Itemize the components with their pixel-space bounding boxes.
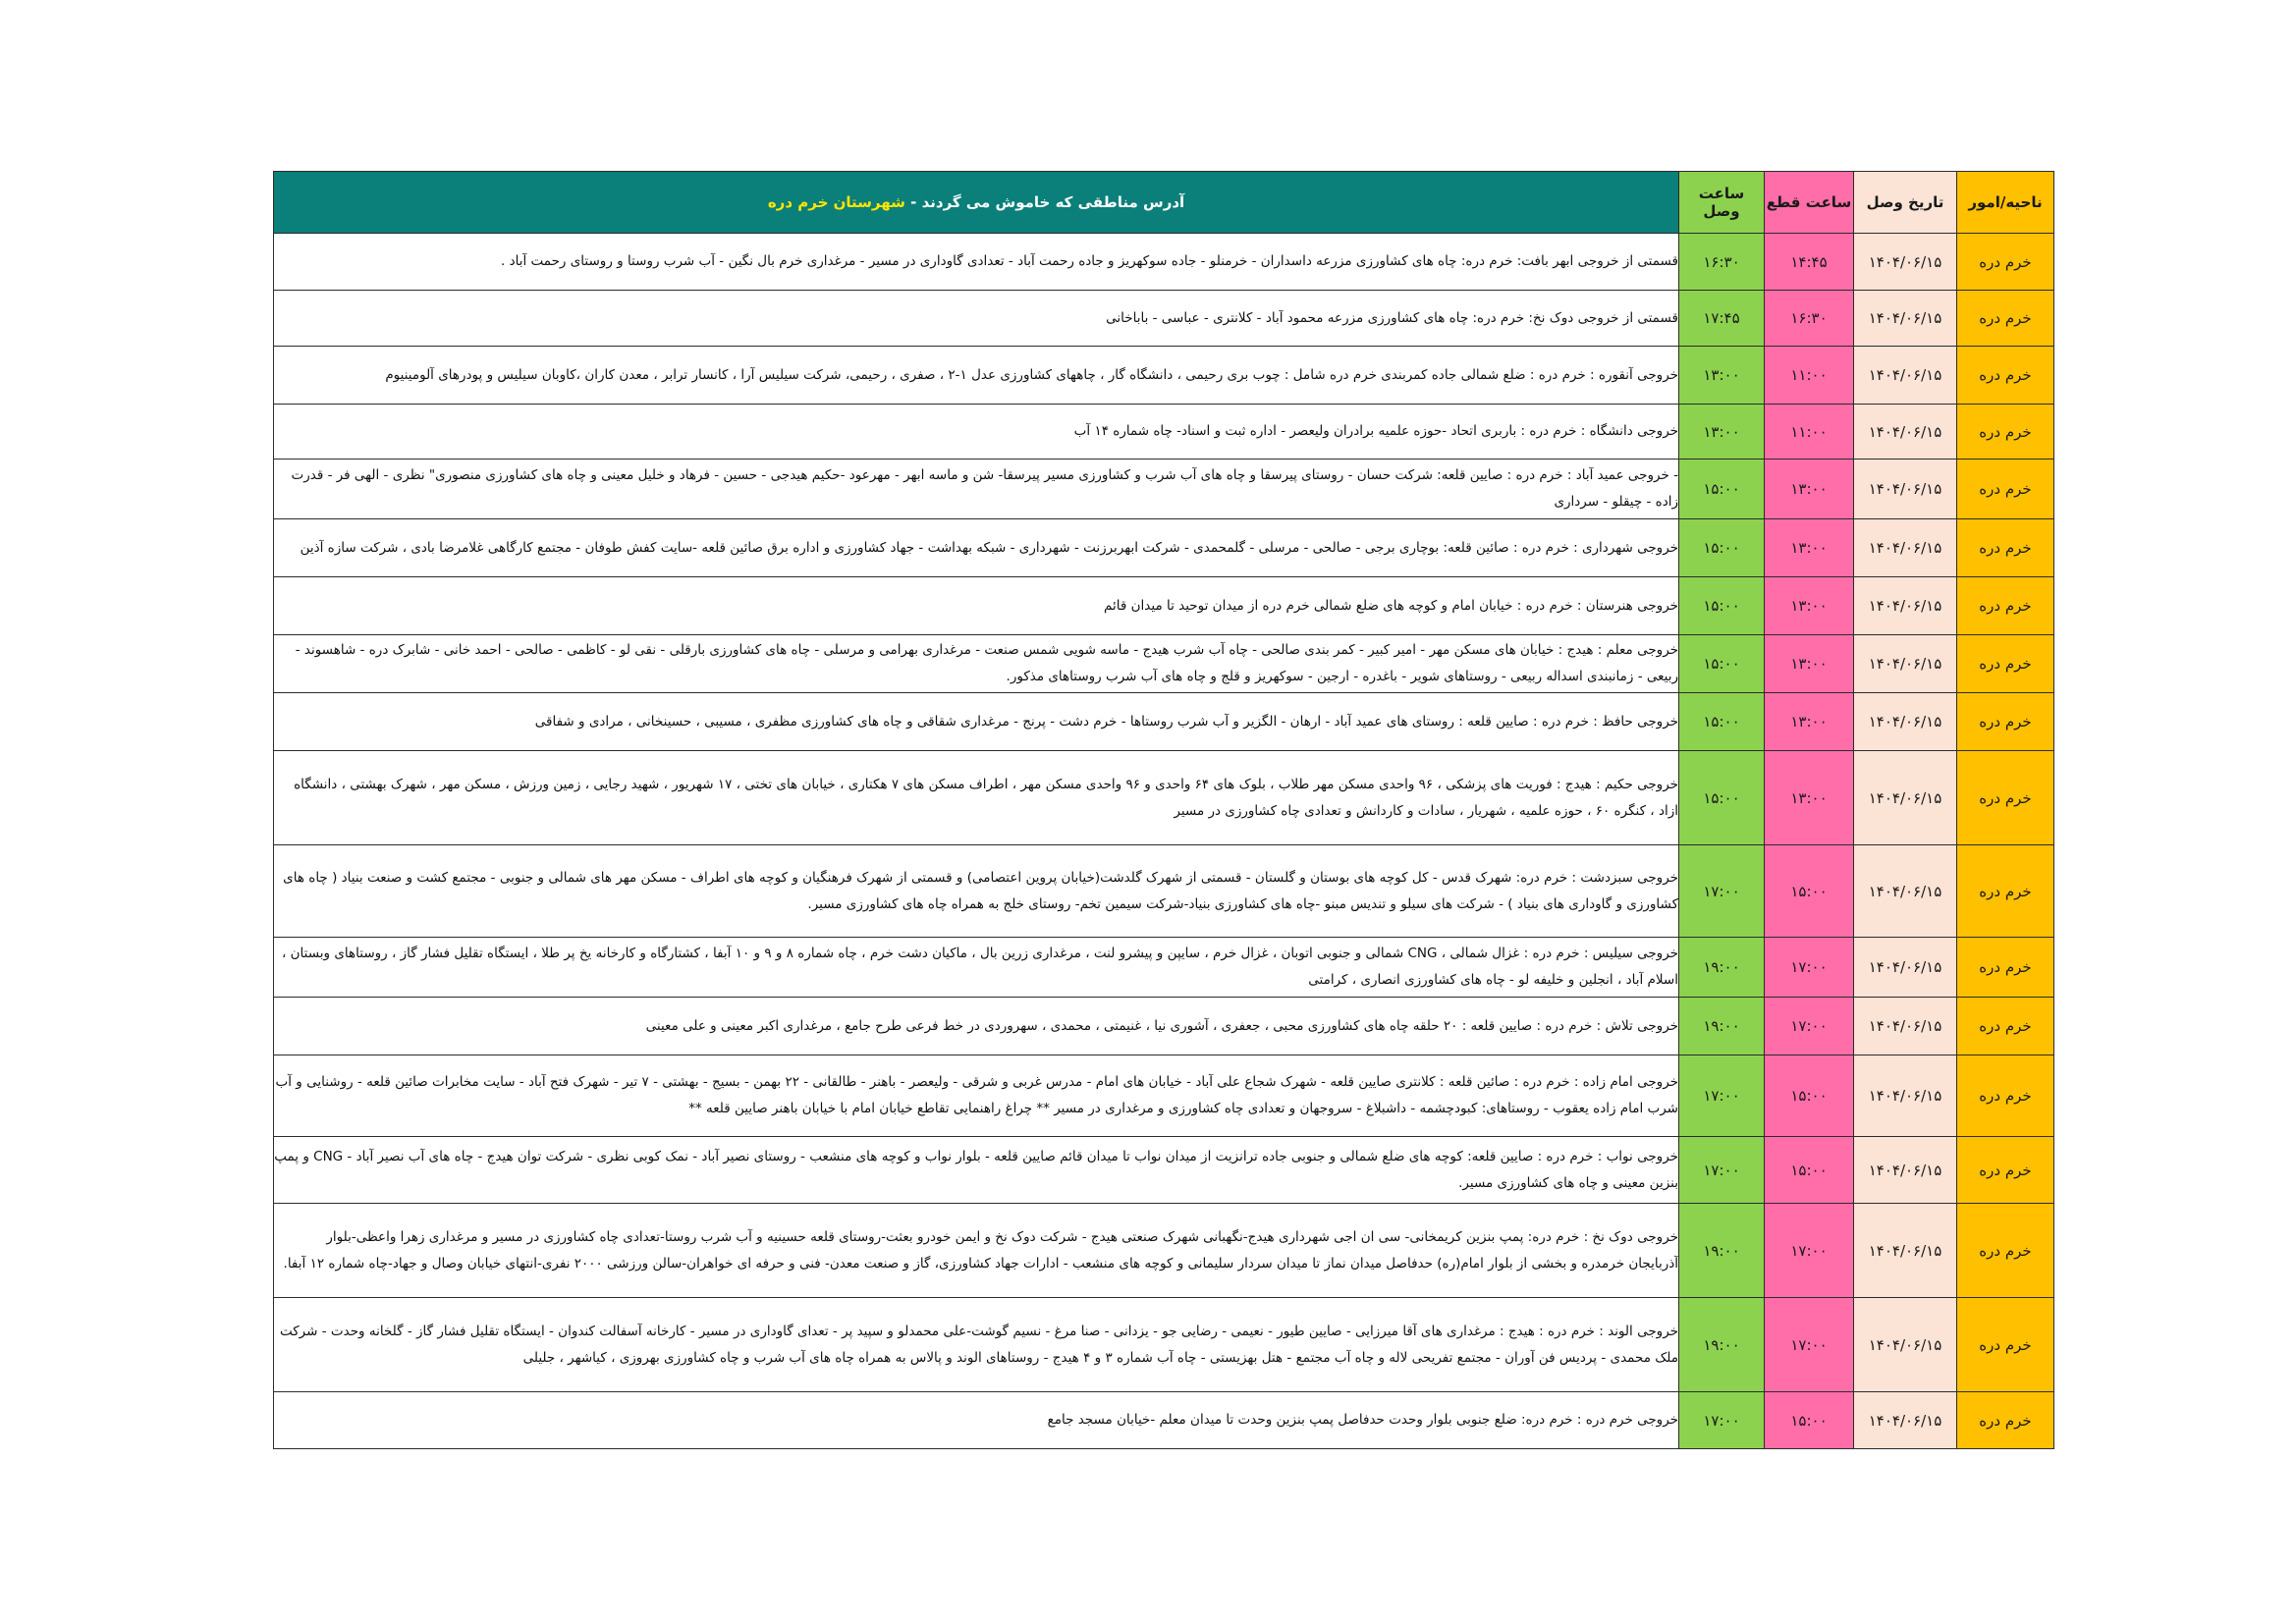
date-cell: ۱۴۰۴/۰۶/۱۵ (1854, 1392, 1957, 1449)
cut-time-cell: ۱۵:۰۰ (1765, 1055, 1854, 1137)
address-cell: خروجی تلاش : خرم دره : صایین قلعه : ۲۰ حلقه چاه های کشاورزی محبی ، جعفری ، آشوری نیا ، غنیمتی ، محمدی ، سهروردی در خط فرعی طرح جامع ، مرغداری اکبر معینی و علی معینی (274, 998, 1679, 1055)
cut-time-cell: ۱۶:۳۰ (1765, 291, 1854, 347)
cut-time-cell: ۱۳:۰۰ (1765, 519, 1854, 577)
cut-time-cell: ۱۷:۰۰ (1765, 1298, 1854, 1392)
date-cell: ۱۴۰۴/۰۶/۱۵ (1854, 635, 1957, 693)
area-cell: خرم دره (1957, 234, 2054, 291)
title-main: آدرس مناطقی که خاموش می گردند - (910, 193, 1185, 211)
cut-time-cell: ۱۳:۰۰ (1765, 693, 1854, 751)
connect-time-cell: ۱۵:۰۰ (1679, 519, 1765, 577)
cut-time-cell: ۱۳:۰۰ (1765, 460, 1854, 519)
connect-time-cell: ۱۹:۰۰ (1679, 938, 1765, 998)
area-cell: خرم دره (1957, 635, 2054, 693)
area-cell: خرم دره (1957, 845, 2054, 938)
connect-time-cell: ۱۹:۰۰ (1679, 998, 1765, 1055)
table-row (274, 635, 2054, 693)
header-area: ناحیه/امور (1957, 172, 2054, 234)
date-cell: ۱۴۰۴/۰۶/۱۵ (1854, 234, 1957, 291)
address-cell: خروجی شهرداری : خرم دره : صائین قلعه: بوچاری برجی - صالحی - مرسلی - گلمحمدی - شرکت ابهربرزنت - شهرداری - شبکه بهداشت - جهاد کشاورزی و اداره برق صائین قلعه -سایت کفش طوفان - مجتمع کارگاهی غلامرضا بادی ، شرکت سازه آذین (274, 519, 1679, 577)
area-cell: خرم دره (1957, 751, 2054, 845)
table-row (274, 291, 2054, 347)
title-accent: شهرستان خرم دره (767, 193, 911, 211)
connect-time-cell: ۱۵:۰۰ (1679, 751, 1765, 845)
table-row (274, 1137, 2054, 1204)
outage-schedule-table (273, 171, 2054, 1449)
area-cell: خرم دره (1957, 460, 2054, 519)
address-cell: خروجی الوند : خرم دره : هیدج : مرغداری های آقا میرزایی - صایین طیور - نعیمی - رضایی جو - یزدانی - صنا مرغ - نسیم گوشت-علی محمدلو و سپید پر - تعدای گاوداری در مسیر - کارخانه آسفالت کندوان - ایستگاه تقلیل فشار گاز - گلخانه وحدت - شرکت ملک محمدی - پردیس فن آوران - مجتمع تفریحی لاله و چاه آب مجتمع - هتل بهزیستی - چاه آب شماره ۳ و ۴ هیدج - روستاهای الوند و پالاس به همراه چاه های آب شرب و چاه کشاورزی بهروزی ، کیاشهر ، جلیلی (274, 1298, 1679, 1392)
connect-time-cell: ۱۹:۰۰ (1679, 1204, 1765, 1298)
connect-time-cell: ۱۳:۰۰ (1679, 347, 1765, 405)
date-cell: ۱۴۰۴/۰۶/۱۵ (1854, 291, 1957, 347)
cut-time-cell: ۱۳:۰۰ (1765, 751, 1854, 845)
table-row (274, 577, 2054, 635)
date-cell: ۱۴۰۴/۰۶/۱۵ (1854, 938, 1957, 998)
area-cell: خرم دره (1957, 998, 2054, 1055)
address-cell: قسمتی از خروجی ابهر بافت: خرم دره: چاه های کشاورزی مزرعه داسداران - خرمنلو - جاده سوکهریز و جاده رحمت آباد - تعدادی گاوداری در مسیر - مرغداری خرم بال نگین - آب شرب روستا و روستای رحمت آباد . (274, 234, 1679, 291)
date-cell: ۱۴۰۴/۰۶/۱۵ (1854, 1055, 1957, 1137)
address-cell: قسمتی از خروجی دوک نخ: خرم دره: چاه های کشاورزی مزرعه محمود آباد - کلانتری - عباسی - باباخانی (274, 291, 1679, 347)
cut-time-cell: ۱۵:۰۰ (1765, 845, 1854, 938)
date-cell: ۱۴۰۴/۰۶/۱۵ (1854, 693, 1957, 751)
header-date: تاریخ وصل (1854, 172, 1957, 234)
page-title (274, 172, 1679, 234)
address-cell: - خروجی عمید آباد : خرم دره : صایین قلعه: شرکت حسان - روستای پیرسقا و چاه های آب شرب و کشاورزی مسیر پیرسقا- شن و ماسه ابهر - مهرعود -حکیم هیدجی - حسین - فرهاد و خلیل معینی و چاه های کشاورزی منصوری" نظری - الهی فر - قدرت زاده - چیقلو - سرداری (274, 460, 1679, 519)
area-cell: خرم دره (1957, 938, 2054, 998)
date-cell: ۱۴۰۴/۰۶/۱۵ (1854, 405, 1957, 460)
area-cell: خرم دره (1957, 405, 2054, 460)
cut-time-cell: ۱۴:۴۵ (1765, 234, 1854, 291)
cut-time-cell: ۱۵:۰۰ (1765, 1392, 1854, 1449)
area-cell: خرم دره (1957, 1055, 2054, 1137)
date-cell: ۱۴۰۴/۰۶/۱۵ (1854, 460, 1957, 519)
address-cell: خروجی دانشگاه : خرم دره : باربری اتحاد -حوزه علمیه برادران ولیعصر - اداره ثبت و اسناد- چاه شماره ۱۴ آب (274, 405, 1679, 460)
address-cell: خروجی امام زاده : خرم دره : صائین قلعه : کلانتری صایین قلعه - شهرک شجاع علی آباد - خیابان های امام - مدرس غربی و شرقی - ولیعصر - باهنر - طالقانی - ۲۲ بهمن - بسیج - بهشتی - ۷ تیر - شهرک فتح آباد - سایت مخابرات صائین قلعه - روشنایی و آب شرب امام زاده یعقوب - روستاهای: کبودچشمه - داشبلاغ - سروجهان و تعدادی چاه کشاورزی و مرغداری در مسیر ** چراغ راهنمایی تقاطع خیابان امام با خیابان باهنر صایین قلعه ** (274, 1055, 1679, 1137)
address-cell: خروجی هنرستان : خرم دره : خیابان امام و کوچه های ضلع شمالی خرم دره از میدان توحید تا میدان قائم (274, 577, 1679, 635)
table-body (274, 172, 2054, 1449)
connect-time-cell: ۱۹:۰۰ (1679, 1298, 1765, 1392)
table-row (274, 938, 2054, 998)
header-cut-time: ساعت قطع (1765, 172, 1854, 234)
connect-time-cell: ۱۵:۰۰ (1679, 693, 1765, 751)
table-row (274, 751, 2054, 845)
date-cell: ۱۴۰۴/۰۶/۱۵ (1854, 1298, 1957, 1392)
table-row (274, 460, 2054, 519)
table-row (274, 998, 2054, 1055)
connect-time-cell: ۱۵:۰۰ (1679, 460, 1765, 519)
table-row (274, 1204, 2054, 1298)
area-cell: خرم دره (1957, 1204, 2054, 1298)
area-cell: خرم دره (1957, 693, 2054, 751)
connect-time-cell: ۱۷:۰۰ (1679, 1392, 1765, 1449)
connect-time-cell: ۱۷:۰۰ (1679, 1055, 1765, 1137)
header-connect-time: ساعت وصل (1679, 172, 1765, 234)
table-row (274, 405, 2054, 460)
header-row (274, 172, 2054, 234)
table-row (274, 693, 2054, 751)
connect-time-cell: ۱۷:۰۰ (1679, 1137, 1765, 1204)
connect-time-cell: ۱۵:۰۰ (1679, 635, 1765, 693)
cut-time-cell: ۱۱:۰۰ (1765, 347, 1854, 405)
area-cell: خرم دره (1957, 347, 2054, 405)
table-row (274, 845, 2054, 938)
connect-time-cell: ۱۳:۰۰ (1679, 405, 1765, 460)
connect-time-cell: ۱۷:۴۵ (1679, 291, 1765, 347)
address-cell: خروجی خرم دره : خرم دره: ضلع جنوبی بلوار وحدت حدفاصل پمپ بنزین وحدت تا میدان معلم -خیابان مسجد جامع (274, 1392, 1679, 1449)
cut-time-cell: ۱۵:۰۰ (1765, 1137, 1854, 1204)
address-cell: خروجی آنقوره : خرم دره : ضلع شمالی جاده کمربندی خرم دره شامل : چوب بری رحیمی ، دانشگاه گار ، چاههای کشاورزی عدل ۱-۲ ، صفری ، رحیمی، شرکت سیلیس آرا ، کانسار ترابر ، معدن کاران ،کاوبان سیلیس و پودرهای آلومینیوم (274, 347, 1679, 405)
date-cell: ۱۴۰۴/۰۶/۱۵ (1854, 998, 1957, 1055)
area-cell: خرم دره (1957, 1392, 2054, 1449)
date-cell: ۱۴۰۴/۰۶/۱۵ (1854, 577, 1957, 635)
table-row (274, 1298, 2054, 1392)
address-cell: خروجی نواب : خرم دره : صایین قلعه: کوچه های ضلع شمالی و جنوبی جاده ترانزیت از میدان نواب تا میدان قائم صایین قلعه - بلوار نواب و کوچه های منشعب - روستای نصیر آباد - نمک کوبی نظری - شرکت توان هیدج - چاه های آب نصیر آباد - CNG و پمپ بنزین معینی و چاه های کشاورزی مسیر. (274, 1137, 1679, 1204)
date-cell: ۱۴۰۴/۰۶/۱۵ (1854, 751, 1957, 845)
cut-time-cell: ۱۱:۰۰ (1765, 405, 1854, 460)
area-cell: خرم دره (1957, 577, 2054, 635)
address-cell: خروجی سیلیس : خرم دره : غزال شمالی ، CNG شمالی و جنوبی اتوبان ، غزال خرم ، سایپن و پیشرو لنت ، مرغداری زرین بال ، ماکیان دشت خرم ، چاه شماره ۸ و ۹ و ۱۰ آبفا ، کشتارگاه و کارخانه یخ پر طلا ، ایستگاه تقلیل فشار گاز ، روستاهای وبستان ، اسلام آباد ، انجلین و خلیفه لو - چاه های کشاورزی انصاری ، کرامتی (274, 938, 1679, 998)
area-cell: خرم دره (1957, 1298, 2054, 1392)
area-cell: خرم دره (1957, 519, 2054, 577)
table-row (274, 519, 2054, 577)
connect-time-cell: ۱۶:۳۰ (1679, 234, 1765, 291)
cut-time-cell: ۱۳:۰۰ (1765, 635, 1854, 693)
date-cell: ۱۴۰۴/۰۶/۱۵ (1854, 1204, 1957, 1298)
date-cell: ۱۴۰۴/۰۶/۱۵ (1854, 519, 1957, 577)
address-cell: خروجی سبزدشت : خرم دره: شهرک قدس - کل کوچه های بوستان و گلستان - قسمتی از شهرک گلدشت(خیابان پروین اعتصامی) و قسمتی از شهرک فرهنگیان و کوچه های اطراف - مسکن مهر های شمالی و جنوبی - مجتمع کشت و صنعت بنیاد ( چاه های کشاورزی و گاوداری های بنیاد ) - شرکت های سیلو و تندیس مبنو -چاه های کشاورزی بنیاد-شرکت سیمین تخم- روستای خلج به همراه چاه های کشاورزی مسیر. (274, 845, 1679, 938)
date-cell: ۱۴۰۴/۰۶/۱۵ (1854, 1137, 1957, 1204)
cut-time-cell: ۱۷:۰۰ (1765, 1204, 1854, 1298)
area-cell: خرم دره (1957, 291, 2054, 347)
date-cell: ۱۴۰۴/۰۶/۱۵ (1854, 347, 1957, 405)
area-cell: خرم دره (1957, 1137, 2054, 1204)
date-cell: ۱۴۰۴/۰۶/۱۵ (1854, 845, 1957, 938)
table-row (274, 1055, 2054, 1137)
cut-time-cell: ۱۷:۰۰ (1765, 998, 1854, 1055)
address-cell: خروجی معلم : هیدج : خیابان های مسکن مهر - امیر کبیر - کمر بندی صالحی - چاه آب شرب هیدج - ماسه شویی شمس صنعت - مرغداری بهرامی و مرسلی - چاه های کشاورزی بارقلی - نقی لو - کاظمی - صالحی - احمد خانی - شابرک دره - شاهسوند - ربیعی - زمانبندی اسداله ربیعی - روستاهای شویر - باغدره - ارجین - سوکهریز و قلج و چاه های آب شرب روستاهای مذکور. (274, 635, 1679, 693)
address-cell: خروجی حافظ : خرم دره : صایین قلعه : روستای های عمید آباد - ارهان - الگزیر و آب شرب روستاها - خرم دشت - پرنج - مرغداری شقاقی و چاه های کشاورزی مظفری ، مسیبی ، حسینخانی ، مرادی و شفاقی (274, 693, 1679, 751)
connect-time-cell: ۱۷:۰۰ (1679, 845, 1765, 938)
address-cell: خروجی حکیم : هیدج : فوریت های پزشکی ، ۹۶ واحدی مسکن مهر طلاب ، بلوک های ۶۴ واحدی و ۹۶ واحدی مسکن مهر ، اطراف مسکن های ۷ هکتاری ، خیابان های تختی ، ۱۷ شهریور ، شهید رجایی ، زمین ورزش ، مسکن مهر ، شهرک بهشتی ، دانشگاه ازاد ، کنگره ۶۰ ، حوزه علمیه ، شهریار ، سادات و کاردانش و تعدادی چاه کشاورزی در مسیر (274, 751, 1679, 845)
cut-time-cell: ۱۷:۰۰ (1765, 938, 1854, 998)
cut-time-cell: ۱۳:۰۰ (1765, 577, 1854, 635)
address-cell: خروجی دوک نخ : خرم دره: پمپ بنزین کریمخانی- سی ان اجی شهرداری هیدج-نگهبانی شهرک صنعتی هیدج - شرکت دوک نخ و ایمن خودرو بعثت-روستای قلعه حسینیه و آب شرب روستا-تعدادی چاه کشاورزی در مسیر و مرغداری زهرا واعظی-بلوار آذربایجان خرمدره و بخشی از بلوار امام(ره) حدفاصل میدان نماز تا میدان سردار سلیمانی و کوچه های منشعب - ادارات جهاد کشاورزی، گاز و صنعت معدن- فنی و حرفه ای خواهران-سالن ورزشی ۲۰۰۰ نفری-انتهای خیابان وصال و جهاد-چاه شماره ۱۲ آبفا. (274, 1204, 1679, 1298)
table-row (274, 1392, 2054, 1449)
connect-time-cell: ۱۵:۰۰ (1679, 577, 1765, 635)
table-row (274, 347, 2054, 405)
table-row (274, 234, 2054, 291)
